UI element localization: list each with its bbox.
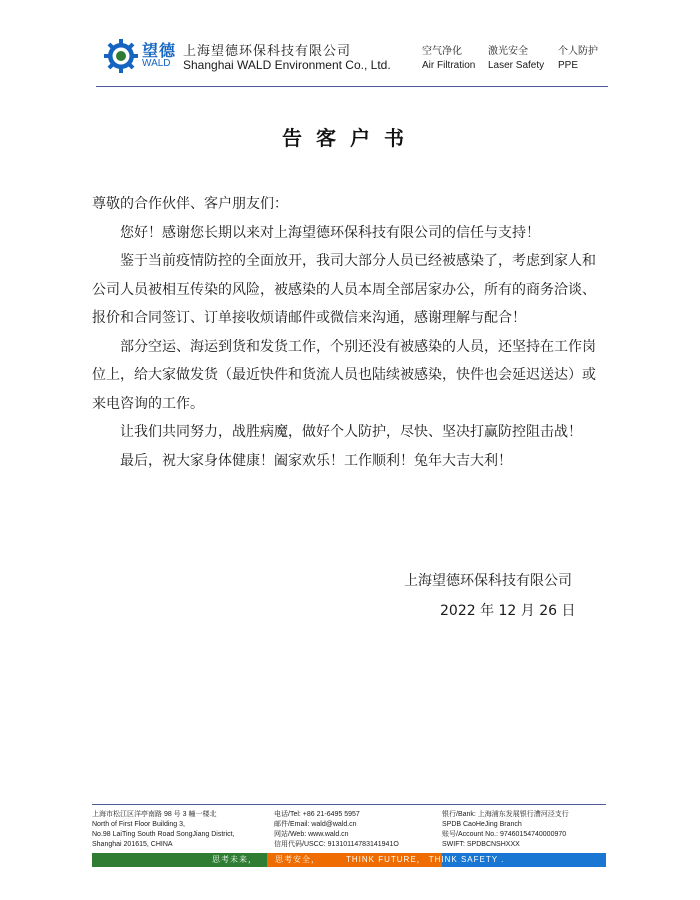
logo-chinese-name: 望德	[142, 41, 177, 60]
header-divider	[96, 86, 608, 87]
letter-body	[92, 190, 608, 475]
footer-slogan-bar-orange: 思考安全，	[267, 853, 442, 867]
company-name-chinese: 上海望德环保科技有限公司	[183, 44, 352, 59]
footer-contact: 电话/Tel: +86 21-6495 5957 邮件/Email: wald@wald.cn 网站/Web: www.wald.cn 信用代码/USCC: 91310114783141941O	[274, 811, 399, 848]
paragraph-5: 最后，祝大家身体健康！阖家欢乐！工作顺利！兔年大吉大利！	[120, 452, 512, 469]
logo-english-name: WALD	[142, 58, 171, 69]
category-laser-safety: 激光安全 Laser Safety	[488, 46, 545, 71]
footer-bank: 银行/Bank: 上海浦东发展银行漕河泾支行 SPDB CaoHeJing Branch 账号/Account No.: 97460154740000970 SWIFT: SPDBCNSHXXX	[442, 811, 569, 848]
paragraph-2: 鉴于当前疫情防控的全面放开，我司大部分人员已经被感染了，考虑到家人和公司人员被相互传染的风险，被感染的人员本周全部居家办公，所有的商务洽谈、报价和合同签订、订单接收烦请邮件或微信来沟通，感谢理解与配合！	[92, 253, 596, 326]
category-ppe: 个人防护 PPE	[558, 46, 598, 71]
paragraph-4: 让我们共同努力，战胜病魔，做好个人防护，尽快、坚决打赢防控阻击战！	[120, 424, 582, 440]
paragraph-3: 部分空运、海运到货和发货工作，个别还没有被感染的人员，还坚持在工作岗位上，给大家做发货（最近快件和货流人员也陆续被感染，快件也会延迟送达）或来电咨询的工作。	[92, 338, 596, 412]
footer-divider	[92, 804, 606, 805]
salutation: 尊敬的合作伙伴、客户朋友们：	[92, 196, 288, 212]
paragraph-1: 您好！感谢您长期以来对上海望德环保科技有限公司的信任与支持！	[120, 224, 540, 241]
footer-slogan-bar-blue: THINK FUTURE， THINK SAFETY .	[442, 853, 606, 867]
footer-slogan-bar-green: 思考未来，	[92, 853, 267, 867]
letter-date: 2022 年 12 月 26 日	[440, 603, 576, 619]
category-air-filtration: 空气净化 Air Filtration	[422, 46, 476, 71]
company-name-english: Shanghai WALD Environment Co., Ltd.	[183, 58, 391, 72]
signature-company: 上海望德环保科技有限公司	[404, 573, 572, 589]
wald-gear-logo-icon	[103, 38, 139, 74]
footer-address: 上海市松江区洋亭南路 98 号 3 幢一楼北 North of First Floor Building 3, No.98 LaiTing South Road SongJiang District, Shanghai 201615, CHINA	[92, 811, 235, 848]
letter-title: 告客户书	[282, 126, 418, 150]
